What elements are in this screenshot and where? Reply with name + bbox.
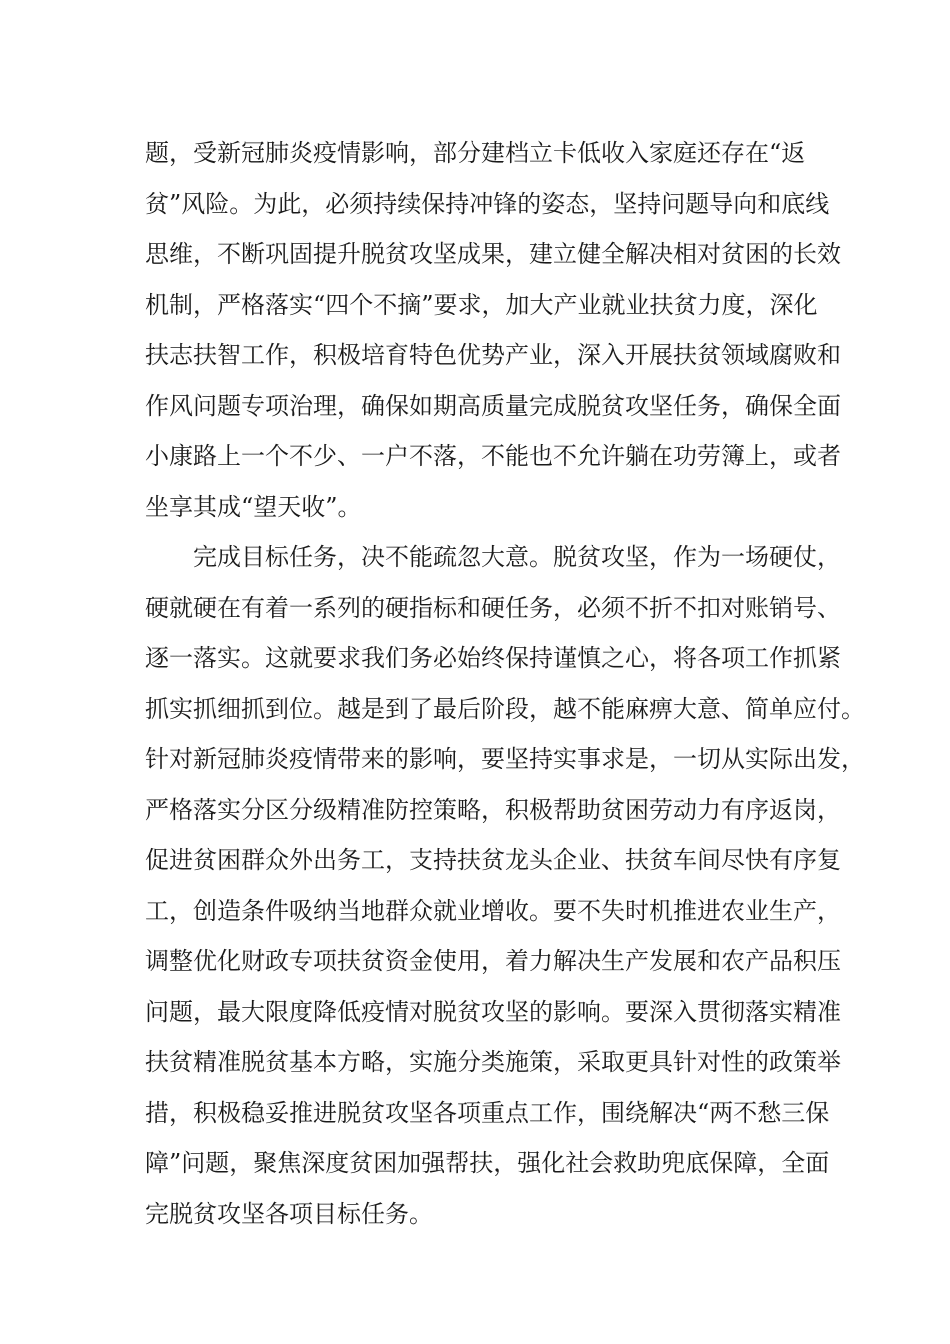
text-line: 机制，严格落实“四个不摘”要求，加大产业就业扶贫力度，深化 (145, 290, 818, 319)
text-line: 思维，不断巩固提升脱贫攻坚成果，建立健全解决相对贫困的长效 (145, 240, 841, 268)
paragraph (145, 128, 841, 532)
text-line: 问题，最大限度降低疫情对脱贫攻坚的影响。要深入贯彻落实精准 (145, 997, 841, 1026)
text-line: 严格落实分区分级精准防控策略，积极帮助贫困劳动力有序返岗， (145, 795, 841, 824)
text-line: 工，创造条件吸纳当地群众就业增收。要不失时机推进农业生产， (145, 896, 841, 925)
paragraph (145, 532, 865, 1239)
text-line: 完脱贫攻坚各项目标任务。 (145, 1199, 433, 1228)
text-line: 硬就硬在有着一系列的硬指标和硬任务，必须不折不扣对账销号、 (145, 593, 841, 622)
text-line: 措，积极稳妥推进脱贫攻坚各项重点工作，围绕解决“两不愁三保 (145, 1098, 830, 1127)
text-line: 题，受新冠肺炎疫情影响，部分建档立卡低收入家庭还存在“返 (145, 139, 806, 167)
text-line: 针对新冠肺炎疫情带来的影响，要坚持实事求是，一切从实际出发， (145, 745, 865, 773)
text-line: 坐享其成“望天收”。 (145, 492, 362, 521)
text-line: 逐一落实。这就要求我们务必始终保持谨慎之心，将各项工作抓紧 (145, 644, 841, 672)
text-line: 扶志扶智工作，积极培育特色优势产业，深入开展扶贫领域腐败和 (145, 341, 841, 369)
text-line: 小康路上一个不少、一户不落，不能也不允许躺在功劳簿上，或者 (145, 442, 841, 470)
text-line: 扶贫精准脱贫基本方略，实施分类施策，采取更具针对性的政策举 (145, 1048, 841, 1076)
text-line: 障”问题，聚焦深度贫困加强帮扶，强化社会救助兜底保障，全面 (145, 1149, 830, 1177)
text-line: 完成目标任务，决不能疏忽大意。脱贫攻坚，作为一场硬仗， (193, 543, 841, 571)
text-line: 抓实抓细抓到位。越是到了最后阶段，越不能麻痹大意、简单应付。 (145, 694, 865, 723)
text-line: 促进贫困群众外出务工，支持扶贫龙头企业、扶贫车间尽快有序复 (145, 846, 841, 874)
document-body (145, 128, 865, 1239)
text-line: 作风问题专项治理，确保如期高质量完成脱贫攻坚任务，确保全面 (145, 391, 841, 420)
text-line: 贫”风险。为此，必须持续保持冲锋的姿态，坚持问题导向和底线 (145, 189, 830, 218)
text-line: 调整优化财政专项扶贫资金使用，着力解决生产发展和农产品积压 (145, 947, 841, 975)
